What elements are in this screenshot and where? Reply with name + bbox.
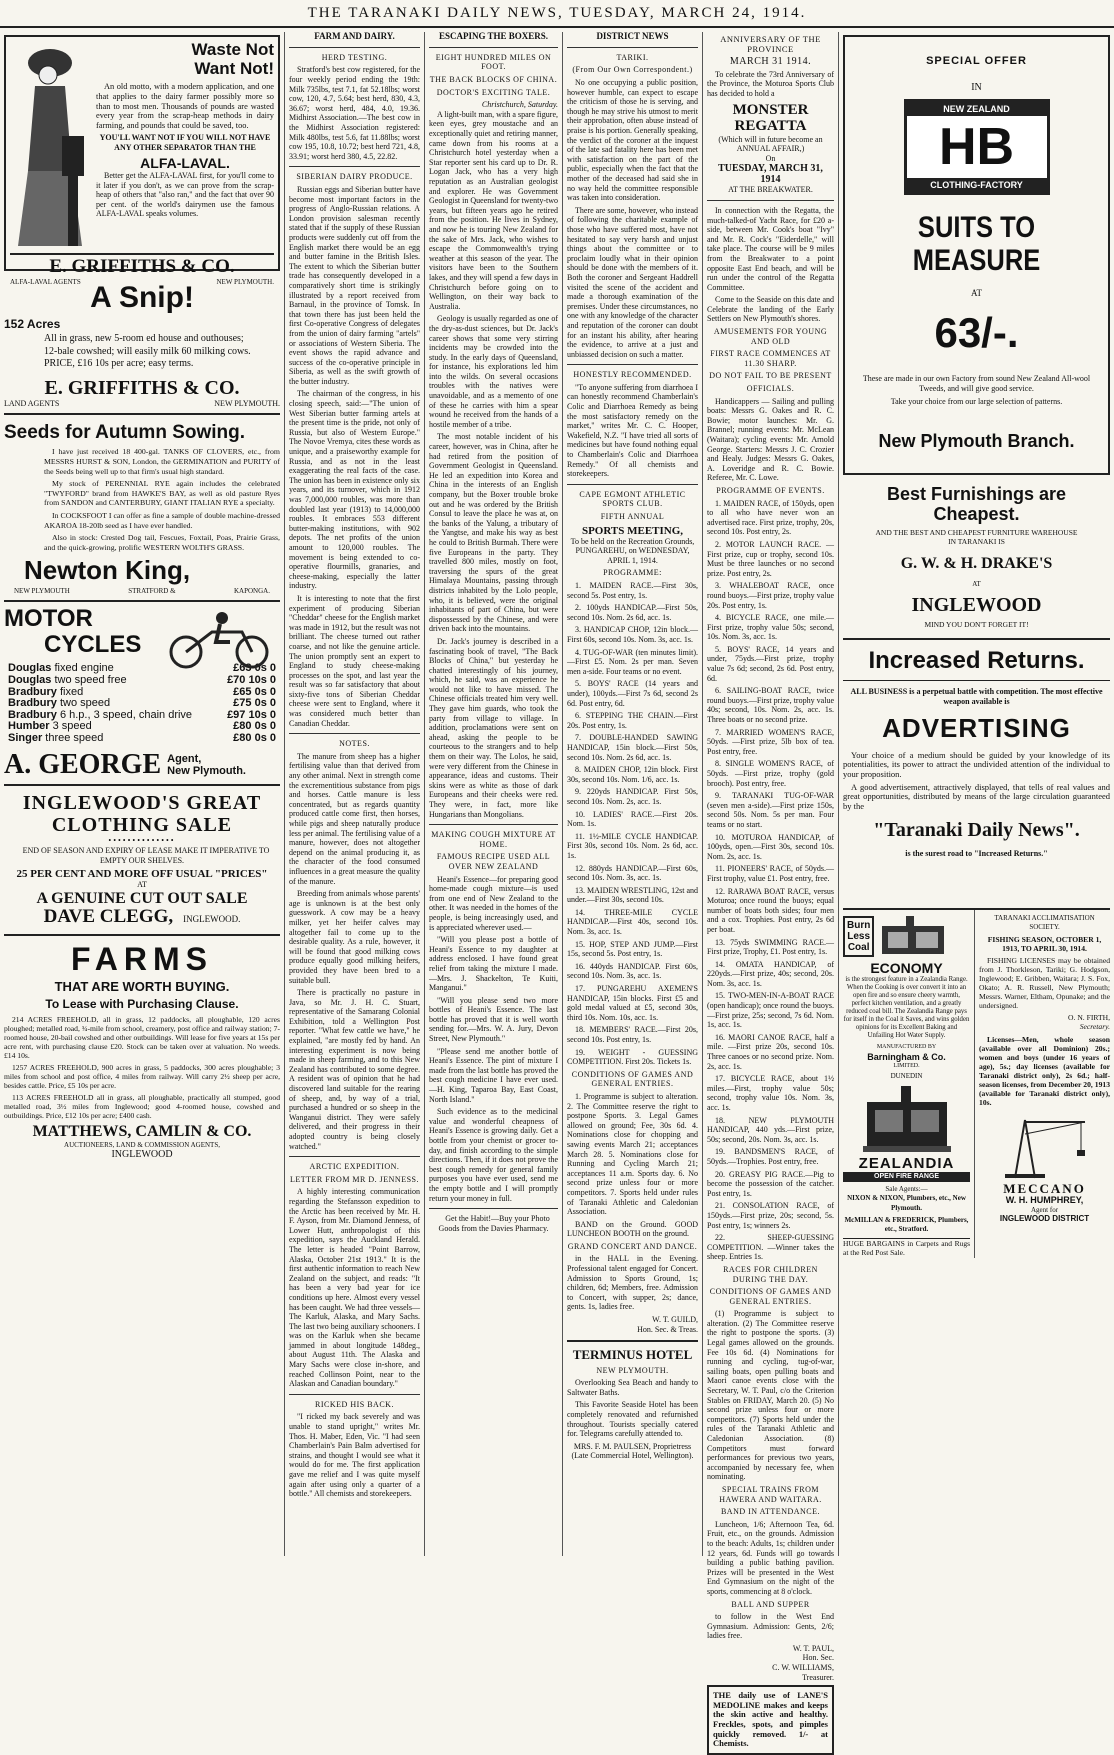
newton-town-3: KAPONGA. [234,586,270,595]
list-item: 14. OMATA HANDICAP, of 220yds.—First prize, 40s; second, 20s. Nom. 3s, acc. 1s. [707,959,834,988]
cycle-price: £80 0s 0 [233,731,276,744]
clothing-at: AT [137,880,147,890]
farms-ad [4,936,280,1165]
regatta-come-text: Come to the Seaside on this date and Celebrate the landing of the Early Settlers on New Plymouth's shores. [707,295,834,324]
list-item: 3. HANDICAP CHOP, 12in block.—First 60s, second 10s. Nom. 3s, acc. 1s. [567,625,698,645]
list-item: 22. SHEEP-GUESSING COMPETITION. —Winner takes the sheep. Entries 1s. [707,1233,834,1262]
band-text: BAND on the Ground. GOOD LUNCHEON BOOTH on the ground. [567,1219,698,1239]
barningham-firm: Barningham & Co. [867,1051,946,1062]
williams-role: Treasurer. [802,1672,834,1682]
cycle-price: £75 0s 0 [233,697,276,710]
sale-agent-2: McMILLAN & FREDERICK, Plumbers, etc., Stratford. [844,1215,969,1234]
farms-p2: 1257 ACRES FREEHOLD, 900 acres in grass, 5 paddocks, 300 acres ploughable; 3 miles from school and post office, 4 miles from railway. Will carry 2½ sheep per acre, besides cattle. Price, £5 10s per acre. [4,1062,280,1090]
siberian-text-1: Russian eggs and Siberian butter have become most important factors in the progress of Anglo-Russian relations. A London provision salesman recently stated that if the supply of these Russian products were suddenly cut off from the English market there would be an egg and butter famine in the British Isles. The extent to which the Siberian butter trade has consequently developed in a comparatively short time is strikingly illustrated by a report received from Barnaul, in the province of Tomsk. In that town there has just been held the first Co-operative Congress of delegates from the union of dairy farming "artels" or associations of Western Siberia. The event shows the rapid advance and success of the co-operative principle in Siberia, as well as the swift growth of the butter industry. [289,185,420,386]
list-item: 17. BICYCLE RACE, about 1½ miles.—First, trophy value 50s; second, trophy value 10s. Nom. 3s, acc. 1s. [707,1074,834,1112]
clothing-h1: INGLEWOOD'S GREAT [22,792,262,815]
list-item: 20. GREASY PIG RACE.—Pig to become the possession of the catcher. Post entry, 1s. [707,1169,834,1198]
list-item: 12. 880yds HANDICAP.—First 60s, second 10s. Nom. 3s, acc. 1s. [567,863,698,883]
regatta-events [707,499,834,1262]
column-6 [839,32,1114,1556]
list-item: 3. WHALEBOAT RACE, once round buoys.—First prize, trophy value 20s. Post entry, 1s. [707,581,834,610]
drake-at: AT [972,580,981,589]
seeds-p1: I have just received 18 400-gal. TANKS OF CLOVERS, etc., from MESSRS HURST & SON, London, the GERMINATION and PURITY of the Seeds being well up to that firm's usual high standard. [44,447,280,476]
boxers-heading: ESCAPING THE BOXERS. [438,31,549,41]
burn-word: Burn [847,919,871,931]
barningham-limited: LIMITED. [893,1063,920,1070]
firth-role: Secretary. [1079,1021,1110,1031]
regatta-on: On [765,153,776,163]
boxers-text-4: Dr. Jack's journey is described in a fascinating book of travel, "The Back Blocks of China," but yesterday he chatted interestingly of his journey, which, he said, was an experience he would not like to have missed. The Chinese officials treated him very well. They gave him guards, who took the party from village to village. In addition, proclamations were sent on ahead, asking the people to be courteous to the strangers and to help them on their way. The Lolos, he said, were very different from the Chinese in appearance, ideas and customs. Their skins were as white as those of dark Europeans and their cheeks were red. They were, in fact, more like Hungarians than Mongolians. [429,636,558,819]
column-2 [285,32,425,1556]
amusements-line: AMUSEMENTS FOR YOUNG AND OLD [713,327,828,346]
list-item: 10. LADIES' RACE.—First 20s. Nom. 1s. [567,809,698,829]
cycle-desc: two speed [56,697,111,710]
clothing-dots: •••••••••••••• [108,836,176,846]
alfa-headline-1: Waste Not [191,40,274,59]
george-town: New Plymouth. [167,764,246,777]
list-item: 1. MAIDEN RACE, of 150yds, open to all who have never won an advertised race. First prize, trophy, 20s, second 10s. Post entry, 2s. [707,498,834,537]
seeds-ad [4,423,280,602]
cycle-name: Douglas [8,662,52,675]
herd-testing-heading: HERD TESTING. [321,52,388,62]
fishing-season: FISHING SEASON, OCTOBER 1, 1913, TO APRIL 30, 1914. [987,934,1102,953]
boxers-dateline: Christchurch, Saturday. [481,100,558,110]
alfa-town: NEW PLYMOUTH. [216,277,274,286]
list-item: 4. BICYCLE RACE, one mile.—First prize, trophy value 50s; second, 10s. Nom. 3s, acc. 1s. [707,613,834,642]
lanes-medoline-text: THE daily use of LANE'S MEDOLINE makes and keeps the skin active and healthy. Freckles, spots, and pimples quickly removed. 1/- at Chemists. [713,1690,828,1749]
cycle-name: Bradbury [8,697,57,710]
snip-line-3: PRICE, £16 10s per acre; easy terms. [44,358,194,370]
regatta-day: TUESDAY, MARCH 31, 1914 [718,163,823,186]
anniversary-date: MARCH 31 1914. [729,56,812,68]
snip-line-1: All in grass, new 5-room ed house and outhouses; [44,333,244,345]
table-row [6,676,278,686]
paul-role: Hon. Sec. [802,1653,834,1663]
drake-inglewood: INGLEWOOD [911,593,1042,616]
boxers-text-3: The most notable incident of his career, however, was in China, after he had retired from the position of Government Geologist in Queensland. He led an expedition into Korea and China in the interests of an English company, but the Boxer trouble broke out and he was ordered by the British Consul to leave the place he was at, on the banks of the Yalung, a tributary of the Yangtse, and make his way as best he could to British Burmah. There were five Europeans in the party. They travelled 800 miles, mostly on foot, traversing the spurs of the great Himalaya Mountains, passing through districts inhabited by the Lolo people, who, it is believed, were the original inhabitants of part of China, but were dispossessed by the Chinese, and were driven back into the mountains. [429,432,558,634]
list-item: 7. DOUBLE-HANDED SAWING HANDICAP, 15in block.—First 50s, second 10s. Nom. 2s 6d, acc. 1s. [567,733,698,762]
cape-egmont-heading: CAPE EGMONT ATHLETIC SPORTS CLUB. [579,489,686,509]
seeds-p3: In COCKSFOOT I can offer as fine a sample of double machine-dressed AKAROA 18-20lb seed as I have ever handled. [44,511,280,530]
farms-title: FARMS [71,941,213,978]
cycle-desc: fixed engine [51,662,114,675]
special-in: IN [971,82,982,94]
farms-p1: 214 ACRES FREEHOLD, all in grass, 12 paddocks, all ploughable, 120 acres ploughed; metalled road, ¾-mile from school, creamery, post office and railway station; 7-roomed house, 20-bail cowshed and other outbuildings. Will lease for five years at 15s per acre rent, with purchasing clause £20. Stock can be taken over at valuation. No weeds. £14 10s. [4,1014,280,1060]
list-item: 2. MOTOR LAUNCH RACE. — First prize, cup or trophy, second 10s. Must be three launches or no second prize. Post entry, 2s. [707,539,834,578]
motor-title-2: CYCLES [44,630,142,658]
tariki-heading: TARIKI. [616,52,649,62]
siberian-text-3: It is interesting to note that the first experiment of producing Siberian "Cheddar" cheese for the English market was made in 1912, but the result was not brilliant. The cheese turned out rather coarse, and not like the genuine article. The union promptly sent an expert to England to study cheese-making processes on the spot, and last year the result was so far satisfactory that about sixty-five tons of Siberian Cheddar cheese were sent to England, where it was considered much better than Canadian Cheddar. [289,593,420,728]
table-row [6,688,278,698]
list-item: 19. WEIGHT - GUESSING COMPETITION. First 20s. Tickets 1s. [567,1047,698,1067]
dave-clegg-firm: DAVE CLEGG, [43,906,174,928]
list-item: 10. MOTUROA HANDICAP, of 100yds, open.—First 30s, second 10s. Nom. 2s, acc. 1s. [707,832,834,861]
list-item: 12. RARAWA BOAT RACE, versus Moturoa; once round the buoys; equal number of boats both sides; four men and a cox. Trophies. Post entry, 2s 6d per boat. [707,886,834,934]
cough-subheading: FAMOUS RECIPE USED ALL OVER NEW ZEALAND [436,852,551,871]
cough-text-4: "Please send me another bottle of Heani's Essence. The pint of mixture I made from the last bottle has proved the best cough medicine I have ever used.—H. King, Taparoa Bay, East Coast, North Island." [429,1046,558,1104]
griffiths-firm-1: E. GRIFFITHS & CO. [49,256,235,277]
district-news-heading: DISTRICT NEWS [596,31,669,41]
snip-ad [4,281,280,415]
increased-text-1: ALL BUSINESS is a perpetual battle with competition. The most effective weapon available is [850,686,1103,706]
list-item: 15. TWO-MEN-IN-A-BOAT RACE (open handicap); once round the buoys.—First prize, 25s; second, 7s 6d. Nom. 1s, acc. 1s. [707,991,834,1030]
seeds-p4: Also in stock: Crested Dog tail, Fescues, Foxtail, Poas, Prairie Grass, and the quick-growing, prolific WESTERN WOLTH'S GRASS. [44,533,280,552]
first-race-line: FIRST RACE COMMENCES AT 11.30 SHARP. [710,349,831,368]
motor-cycles-ad [4,602,280,787]
cycle-name: Humber [8,720,50,733]
list-item: 11. 1½-MILE CYCLE HANDICAP. First 30s, second 10s. Nom. 2s 6d, acc. 1s. [567,831,698,860]
seeds-title: Seeds for Autumn Sowing. [4,421,246,443]
coal-word: Coal [847,941,870,953]
list-item: 21. CONSOLATION RACE, of 150yds.—First prize, 20s; second, 5s. Post entry, 1s; winners 2s. [707,1201,834,1230]
list-item: 16. 440yds HANDICAP. First 60s, second 10s. Nom. 3s, acc. 1s. [567,961,698,981]
band-attendance: BAND IN ATTENDANCE. [720,1507,821,1517]
furnishings-sub-2: IN TARANAKI IS [948,537,1005,547]
cycle-desc: three speed [42,731,104,744]
notes-text-2: Breeding from animals whose parents' age is unknown is at the best only guesswork. A cow may be a heavy milker, yet her heifer calves may altogether fail to come up to the desirable quality. As a rule, however, it will be found that good milking cows produce equally good milking heifers, provided they have been bred to a suitable bull. [289,889,420,985]
terminus-town: NEW PLYMOUTH. [596,1365,669,1375]
notes-text-1: The manure from sheep has a higher fertilising value than that derived from any other animal. Next in strength come the excrementitious substance from pigs and horses. Cattle manure is less concentrated, but as regards quantity produced cattle come first, then horses, while pigs and sheep naturally produce less per animal. The fertilising value of a manure, however, does not altogether depend on the animal producing it, as the character of the food consumed influences in a great measure the quality of the manure. [289,751,420,886]
cycle-price: £80 0s 0 [233,720,276,733]
snip-town: NEW PLYMOUTH. [214,398,280,408]
anniversary-heading: ANNIVERSARY OF THE PROVINCE [720,34,821,54]
column-3 [425,32,563,1556]
snip-agents: LAND AGENTS [4,398,60,408]
cycle-name: Bradbury [8,685,57,698]
humphrey-district: INGLEWOOD DISTRICT [999,1213,1090,1223]
honestly-heading: HONESTLY RECOMMENDED. [573,370,692,380]
increased-returns-title: Increased Returns. [868,646,1085,674]
table-row [6,711,278,721]
huge-bargains: HUGE BARGAINS in Carpets and Rugs at the Red Post Sale. [843,1238,971,1258]
list-item: 17. PUNGAREHU AXEMEN'S HANDICAP, 15in blocks. First £5 and gold medal valued at £5, second 30s, third 10s. Nom. 10s, acc. 1s. [567,984,698,1022]
meccano-title: MECCANO [1003,1180,1086,1196]
increased-text-3: A good advertisement, attractively displayed, that tells of real values and great opportunities, distributed by means of the large circulation guaranteed by the [843,781,1110,811]
column-1 [0,32,285,1556]
increased-returns-ad [843,640,1110,910]
alfa-brand: ALFA-LAVAL. [140,154,230,171]
range-stove-icon [878,916,948,956]
increased-text-4: is the surest road to "Increased Returns." [905,849,1048,859]
arctic-subheading: LETTER FROM MR D. JENNESS. [289,1174,419,1184]
cycle-name: Bradbury [8,708,57,721]
arctic-text: A highly interesting communication regarding the Stefansson expedition to the Arctic has been received by Mr. H. F. Ayson, from Mr. Diamond Jenness, of Lower Hutt, anthropologist of this expedition, says the Auckland Herald. The letter is headed "Point Barrow, Alaska, October 21st 1913." It is the first authentic information to reach New Zealand on the subject, and reads: "It has been a very bad year for ice conditions up here. Almost every vessel has been caught. We had three vessels—The Karluk, Alaska, and Mary Sachs. The last two being auxiliary schooners. I was on the Karluk when she became jammed in about longitude 148deg., about August 11th. The Alaska and Mary Sachs were close in-shore, and reached Collinson Point, near to the Alaskan and Canadian boundary." [289,1187,420,1389]
cycle-price: £70 10s 0 [227,673,276,686]
table-row [6,722,278,732]
boxers-text-2: Geology is usually regarded as one of the dry-as-dust sciences, but Dr. Jack's career shows that some very stirring incidents may be crowded into the study. In the early days of Queensland, for instance, his explorations led him into the wilds. On several occasions troubles with the natives were unavoidable, and as a memento of one of these he carries with him a spear wound he received from the hands of a hostile member of a tribe. [429,314,558,429]
regatta-title: REGATTA [734,118,807,135]
newspaper-page [0,28,1114,1749]
boxers-sub-2: THE BACK BLOCKS OF CHINA. [429,75,558,85]
officials-text: Handicappers — Sailing and pulling boats: Messrs G. Oakes and R. C. Bowie; motor launches: Mr. G. Brannel; running events: Mr. McLean (Waitara); cycling events: Mr. Arnold George. Starters: Messrs J. C. Crozier and Healy. Judges: Messrs G. Oakes, A. Loveridge and R. C. Bowie. Referee, Mr. C. Lowe. [707,396,834,483]
drake-firm: G. W. & H. DRAKE'S [900,554,1053,572]
farm-dairy-heading: FARM AND DAIRY. [314,31,395,41]
list-item: 18. MEMBERS' RACE.—First 20s, second 10s. Post entry, 1s. [567,1025,698,1045]
boxers-text-1: A light-built man, with a spare figure, keen eyes, grey moustache and an exceptionally quiet and retiring manner, came down from his rooms at a Christchurch hotel yesterday when a Star reporter sent his card up to Dr. R. Logan Jack, who has a very high reputation as an Australian geologist and explorer. He was Government Geologist in Queensland for twenty-two years, but fifteen years ago he retired from the position. He lives in Sydney, and now he is touring New Zealand for the sake of Mrs. Jack, who wishes to escape the Commonwealth's trying weather at this season of the year. The visitors have been to the Southern lakes, and they will spend a few days in Christchurch before going on to Wellington, on their way back to Australia. [429,109,558,311]
cycle-price: £65 0s 0 [233,685,276,698]
alfa-laval-ad [4,35,280,286]
ball-text: to follow in the West End Gymnasium. Admission: Gents, 2/6; ladies free. [707,1612,834,1641]
ricked-text: "I ricked my back severely and was unable to stand upright," writes Mr. Thos. H. Maber, Eden, Vic. "I had seen Chamberlain's Pain Balm advertised for strains, and thought I would see what it would do for me. The first application gave me relief and I was quite myself again after using only a quarter of a bottle." All chemists and storekeepers. [289,1412,420,1499]
concert-text: in the HALL in the Evening. Professional talent engaged for Concert. Admission to Sports Ground, 1s; children, 6d; Members, free. Admission to Concert, with supper, 2s; dance, gents. 1s, ladies free. [567,1254,698,1312]
sports-meeting-title: SPORTS MEETING, [581,524,684,537]
list-item: 6. SAILING-BOAT RACE, twice round buoys.—First prize, trophy value 40s; second, 10s. Nom. 2s, acc. 1s. Three boats or no second prize. [707,686,834,725]
burn-less-coal-badge [843,916,874,957]
list-item: 18. NEW PLYMOUTH HANDICAP, 440 yds.—First prize, 50s; second, 20s. Nom. 3s, acc. 1s. [707,1115,834,1144]
zealandia-range-illustration [857,1084,957,1154]
economy-title: ECONOMY [870,959,943,976]
list-item: 5. BOYS' RACE (14 years and under), 100yds.—First 7s 6d, second 2s 6d. Post entry, 6d. [567,679,698,708]
ricked-heading: RICKED HIS BACK. [315,1399,394,1409]
cape-egmont-events [567,581,698,1067]
list-item: 5. BOYS' RACE, 14 years and under, 75yds.—First prize, trophy value 7s 6d; second, 2s 6d. Post entry, 6d. [707,644,834,683]
george-agent: Agent, [167,752,202,765]
cycle-price: £63 0s 0 [233,662,276,675]
column-5 [703,32,839,1749]
griffiths-firm-2: E. GRIFFITHS & CO. [44,376,240,399]
cycle-name: Singer [8,731,43,744]
correspondent-line: (From Our Own Correspondent.) [572,65,693,75]
snip-acres: 152 Acres [4,317,61,331]
list-item: 8. SINGLE WOMEN'S RACE, of 50yds. —First prize, trophy (gold brooch). Post entry, free. [707,759,834,788]
hb-letters: HB [938,117,1015,176]
hb-logo [904,99,1050,195]
zealandia-title: ZEALANDIA [858,1154,955,1172]
cycle-name: Douglas [8,673,52,686]
furnishings-title: Best Furnishings are Cheapest. [886,484,1067,524]
column-4 [563,32,703,1556]
barningham-dunedin: DUNEDIN [890,1072,923,1081]
firth-name: O. N. FIRTH, [1068,1012,1110,1022]
new-plymouth-branch: New Plymouth Branch. [878,431,1075,452]
conditions-heading: CONDITIONS OF GAMES AND GENERAL ENTRIES. [571,1069,694,1089]
woman-separator-illustration [10,41,90,251]
regatta-conditions-heading: CONDITIONS OF GAMES AND GENERAL ENTRIES. [709,1287,832,1306]
acclimatisation-meccano-block [975,910,1110,1258]
concert-heading: GRAND CONCERT AND DANCE. [567,1241,698,1251]
farms-p3: 113 ACRES FREEHOLD all in grass, all ploughable, practically all stumped, good metalled road, 3½ miles from Inglewood; good 4-roomed house, cowshed and outbuildings. Price, £12 10s per acre; £400 cash. [4,1092,280,1120]
manufactured-by: MANUFACTURED BY [876,1043,937,1050]
humphrey-firm: W. H. HUMPHREY, [1005,1194,1084,1205]
newton-town-2: STRATFORD & [128,586,176,595]
list-item: 4. TUG-OF-WAR (ten minutes limit).—First £5. Nom. 2s per man. Seven men a-side. Four teams or no event. [567,647,698,676]
siberian-text-2: The chairman of the congress, in his closing speech, said:—"The union of West Siberian butter farming artels at the present time is the pride, not only of Russia, but also of Western Europe." The Novoe Vremya, cites these words as unique, and a praiseworthy example for Russia, and as not in the least exaggerating the real facts of the case. The union has been in existence only six years, and its turnover, which in 1912 was 7,000,000 roubles, was more than doubled last year (1913) to 14,000,000 roubles. It embraces 553 different butter-making institutions, with 902 depots. The net profits of the union amount to 120,000 roubles. The movement is being extended to co-operative flourmills, granaries, and cheese-making, especially the latter industry. [289,389,420,591]
george-firm: A. GEORGE [4,748,162,780]
alfa-cta: YOU'LL WANT NOT IF YOU WILL NOT HAVE ANY OTHER SEPARATOR THAN THE [99,133,271,152]
list-item: 13. MAIDEN WRESTLING, 12st and under.—First 30s, second 10s. [567,885,698,905]
notes-text-3: There is practically no pasture in Java, so Mr. J. H. C. Stuart, representative of the Samarang Colonial Exhibition, told a Wellington Post reporter. "What few cattle we have," he explained, "are mostly fed by hand. An interesting experiment is now being made in sheep farming, and to this New Zealand has contributed to some degree. A resident was of opinion that he had discovered land suitable for the rearing of sheep, and, by way of a trial, purchased a hundred or so sheep in the Wanganui district. They were safely delivered, and their progress in their adopted country is being closely watched." [289,988,420,1151]
drake-forget: MIND YOU DON'T FORGET IT! [924,619,1029,629]
do-not-fail-line: DO NOT FAIL TO BE PRESENT [709,371,832,381]
arctic-heading: ARCTIC EXPEDITION. [309,1162,400,1172]
snip-line-2: 12-bale cowshed; will easily milk 60 milking cows. [44,345,251,357]
matthews-agents: AUCTIONEERS, LAND & COMMISSION AGENTS, [64,1140,220,1149]
clothing-sale-ad [4,786,280,936]
anniversary-intro: To celebrate the 73rd Anniversary of the Province, the Moturoa Sports Club has decided to hold a [707,69,834,98]
furnishings-sub: AND THE BEST AND CHEAPEST FURNITURE WAREHOUSE [875,527,1078,537]
advertising-title: ADVERTISING [882,713,1071,744]
list-item: 15. HOP, STEP AND JUMP.—First 15s, second 5s. Post entry, 1s. [567,939,698,959]
list-item: 2. 100yds HANDICAP.—First 50s, second 10s. Nom. 2s 6d, acc. 1s. [567,603,698,622]
hb-text-1: These are made in our own Factory from sound New Zealand All-wool Tweeds, and will give good service. [862,374,1091,394]
suits-to-measure: SUITS TO MEASURE [912,210,1041,277]
regatta-annual: (Which will in future become an ANNUAL AFFAIR,) [718,134,823,154]
regatta-at: AT THE BREAKWATER. [728,185,813,195]
honestly-text: "To anyone suffering from diarrhoea I can honestly recommend Chamberlain's Colic and Diarrhoea Remedy as being the most satisfactory remedy on the market," writes Mr. C. C. Hooper, Wakefield, N.Z. "I have tried all sorts of medicines but have found nothing equal to Chamberlain's Colic and Diarrhoea Remedy." Of all chemists and storekeepers. [567,382,698,479]
list-item: 11. PIONEERS' RACE, of 50yds.—First trophy, value £1. Post entry, free. [707,864,834,883]
alfa-agents: ALFA-LAVAL AGENTS [10,277,81,286]
siberian-heading: SIBERIAN DAIRY PRODUCE. [296,172,413,182]
tariki-text-1: No one occupying a public position, however humble, can expect to escape the criticism of those he is serving, and though he may strive his utmost to merit their approbation, often abuse instead of praise is his portion. Generally speaking, the verdict of the coroner at the inquest of the late sad fatality here has been met with satisfaction on the part of the public, especially when the fact that the mother of the deceased had said she in no way held the committee responsible was taken into consideration. [567,78,698,203]
list-item: 9. TARANAKI TUG-OF-WAR (seven men a-side).—First prize 150s, second 50s. Nom. 5s per man. Four teams or no start. [707,791,834,829]
monster-title: MONSTER [732,101,809,118]
open-fire-range-banner: OPEN FIRE RANGE [843,1172,970,1182]
children-races: RACES FOR CHILDREN DURING THE DAY. [723,1264,818,1284]
newton-king-firm: Newton King, [24,555,191,586]
davies-pharmacy-footer: Get the Habit!—Buy your Photo Goods from the Davies Pharmacy. [438,1214,550,1233]
clothing-h2: CLOTHING SALE [51,814,233,837]
licenses-fees-text: Licenses—Men, whole season (available over all Dominion) 20s.; women and boys (under 16 years of age), 5s.; day licenses (available for Taranaki district only), 2s 6d.; half-season licenses, from December 20, 1913 (available for Taranaki district only), 10s. [979,1034,1110,1107]
suits-price: 63/-. [934,309,1019,357]
clegg-town: INGLEWOOD. [183,914,241,925]
herd-testing-text: Stratford's best cow registered, for the four weekly period ending the 19th: Milk 735lbs, test 7.1, fat 52.18lbs; worst cow, 120, 4.7, 5.64; best herd, 830, 4.3, 36.67; worst herd, 484, 4.0, 19.36. Midhirst Association.—The best cow in the Midhirst Association registered: Milk 480lbs, test 5.6, fat 11.88lbs; worst cow 195, 10.8, 10.72; best herd 721, 4.8, 33.91; worst herd 380, 4.5, 22.82. [289,65,420,161]
list-item: 6. STEPPING THE CHAIN.—First 20s. Post entry, 1s. [567,711,698,730]
regatta-yacht-text: In connection with the Regatta, the much-talked-of Yacht Race, for £20 a-side, between Mr. Cook's boat "Ivy" and Mr. R. Cock's "Eiderdelle," will take place. The course will be 9 miles from the Breakwater to a point opposite East End beach, and will be run under the control of the Regatta Committee. [707,205,834,292]
luncheon-text: Luncheon, 1/6; Afternoon Tea, 6d. Fruit, etc., on the grounds. Admission to the beach: Adults, 1s; children under 12 years, 6d. Funds will go towards building a public bathing pavilion. Prizes will be presented in the West End Gymnasium on the night of the sports, commencing at 8 o'clock. [707,1519,834,1596]
officials-heading: OFFICIALS. [746,384,795,394]
humphrey-agent-for: Agent for [1031,1205,1059,1214]
tariki-text-2: There are some, however, who instead of following the charitable example of those who have suffered most, have not hesitated to say very harsh and unjust things about the committee or to proclaim loudly what in their opinion should be done with the members of it. Both the coroner and Sergeant Haddrell visited the scene of the accident and made a thorough examination of the premises. Under these circumstances, no one with any knowledge of the character and reputation of the coroner can doubt for an instant his ability, after hearing the evidence, to arrive at a just and unbiassed decision on such a matter. [567,205,698,359]
masthead-title: THE TARANAKI DAILY NEWS, TUESDAY, MARCH 24, 1914. [307,5,807,21]
fifth-annual: FIFTH ANNUAL [600,512,665,522]
terminus-hotel-title: TERMINUS HOTEL [572,1347,693,1363]
taranaki-daily-news-title: "Taranaki Daily News". [873,819,1080,842]
paul-name: W. T. PAUL, [792,1643,834,1653]
masthead [0,0,1114,28]
acclimatisation-heading: TARANAKI ACCLIMATISATION SOCIETY. [994,913,1095,931]
regatta-programme-heading: PROGRAMME OF EVENTS. [716,485,825,495]
table-row [6,734,278,744]
list-item: 1. MAIDEN RACE.—First 30s, second 5s. Post entry, 1s. [567,581,698,600]
zealandia-text: is the strongest feature in a Zealandia Range. When the Cooking is over convert it into an open fire and so ensure cheery warmth, perfect kitchen ventilation, and a greatly reduced coal bill. The Zealandia Range pays for itself in the Coal it Saves, and wins golden opinions for its Excellent Baking and Unfailing Hot Water Supply. [843,975,970,1039]
list-item: 7. MARRIED WOMEN'S RACE, 50yds. —First prize, 5lb box of tea. Post entry, free. [707,727,834,756]
guild-role: Hon. Sec. & Treas. [637,1324,698,1334]
hb-text-2: Take your choice from our large selection of patterns. [890,396,1063,406]
matthews-town: INGLEWOOD [111,1149,173,1161]
boxers-sub-3: DOCTOR'S EXCITING TALE. [436,87,551,97]
cough-text-3: "Will you please send two more bottles of Heani's Essence. The last bottle has proved that it is well worth sending for.—Mrs. W. A. Jury, Devon Street, New Plymouth." [429,995,558,1044]
guild-name: W. T. GUILD, [652,1315,698,1325]
cycle-desc: 3 speed [49,720,92,733]
cycle-desc: 6 h.p., 3 speed, chain drive [56,708,193,721]
terminus-text-1: Overlooking Sea Beach and handy to Saltwater Baths. [567,1378,698,1397]
fishing-licenses-text: FISHING LICENSES may be obtained from J. Thorkleson, Tariki; G. Hodgson, Inglewood; E. Gribben, Waitara; J. S. Fox, Okato; A. R. Russell, New Plymouth; Messrs. Warner, Eltham, Opunake; and the undersigned. [979,955,1110,1010]
special-offer: SPECIAL OFFER [926,55,1027,67]
suits-at: AT [971,287,982,298]
cycle-desc: two speed free [51,673,127,686]
meccano-crane-illustration [995,1110,1095,1180]
lanes-medoline-ad [707,1685,834,1755]
cough-heading: MAKING COUGH MIXTURE AT HOME. [431,830,556,849]
motor-price-table [4,662,280,745]
list-item: 16. MAORI CANOE RACE, half a mile. —First prize 20s, second 10s. Three canoes or no second prize. Nom. 2s, acc. 1s. [707,1032,834,1071]
table-row [6,699,278,709]
alfa-body-2: Better get the ALFA-LAVAL first, for you'll come to it later if you don't, as we can prove from the scrap-heap of others that "also ran," and the fact that over 90 per cent. of the world's dairymen use the famous ALFA-LAVAL speaks volumes. [96,170,274,219]
ball-heading: BALL AND SUPPER [731,1599,810,1609]
cough-text-5: Such evidence as to the medicinal value and wonderful cheapness of Heani's Essence is growing daily. Get a bottle from your chemist or grocer to-day, and finish according to the simple directions. Then, if it does not prove the best cough remedy for general family purposes you have ever used, send me the empty bottle and I will promptly return your money in full. [429,1107,558,1203]
seeds-p2: My stock of PERENNIAL RYE again includes the celebrated "TWYFORD" brand from HAWKE'S BAY, as well as old pasture Ryes from SANDON and CANTERBURY, GIANT ITALIAN RYE a specialty. [44,479,280,508]
list-item: 9. 220yds HANDICAP. First 50s, second 10s. Nom. 2s, acc. 1s. [567,787,698,806]
clothing-p2: 25 PER CENT AND MORE OFF USUAL "PRICES" [16,868,268,881]
newton-town-1: NEW PLYMOUTH [14,586,70,595]
list-item: 19. BANDSMEN'S RACE, of 50yds.—Trophies. Post entry, free. [707,1147,834,1166]
cycle-price: £97 10s 0 [227,708,276,721]
sale-agent-1: NIXON & NIXON, Plumbers, etc., New Plymouth. [847,1194,966,1212]
programme-heading: PROGRAMME: [603,568,662,578]
clothing-p1: END OF SEASON AND EXPIRY OF LEASE MAKE IT IMPERATIVE TO EMPTY OUR SHELVES. [22,845,270,865]
terminus-text-2: This Favorite Seaside Hotel has been completely renovated and refurnished throughout. Tourists specially catered for. Telegrams carefully attended to. [567,1400,698,1439]
alfa-headline-2: Want Not! [194,58,274,78]
drake-furnishings-ad [843,481,1110,640]
hb-special-offer-ad [843,35,1110,475]
snip-title: A Snip! [90,281,194,314]
sports-venue: To be held on the Recreation Grounds, PUNGAREHU, on WEDNESDAY, APRIL 1, 1914. [570,536,695,565]
farms-sub2: To Lease with Purchasing Clause. [45,996,239,1011]
list-item: 14. THREE-MILE CYCLE HANDICAP.—First 40s, second 10s. Nom. 3s, acc. 1s. [567,907,698,937]
sale-agents-label: Sale Agents:— [885,1184,928,1193]
list-item: 8. MAIDEN CHOP, 12in block. First 30s, second 10s. Nom. 1/6, acc. 1s. [567,765,698,784]
increased-text-2: Your choice of a medium should be guided by your knowledge of its potentialities, its power to attract the undivided attention of the individual to your proposition. [843,749,1110,779]
regatta-conditions-text: (1) Programme is subject to alteration. (2) The Committee reserve the right to postpone the sports. (3) Legal games allowed on the grounds. Fee 10s 6d. (4) Nominations for running and cycling, tug-of-war, sailing boats, open pulling boats and Maori canoe events close with the Secretary, W. T. Paul, c/o the Criterion Stables on FRIDAY, March 20. (5) No second prize unless four or more competitors. (7) Sports held under the rules of the Taranaki Athletic and Caledonian Association. (8) Competitors must forward performances for previous two years, accompanied by necessary fee, when nominating. [707,1309,834,1482]
matthews-firm: MATTHEWS, CAMLIN & CO. [32,1122,252,1140]
hb-top: NEW ZEALAND [907,102,1047,116]
cough-text-2: "Will you please post a bottle of Heani's Essence to my daughter at address enclosed. I have found great relief from taking the mixture I made. —Mrs. J. Shackelton, Te Kuiti, Manganui." [429,935,558,993]
terminus-proprietress: MRS. F. M. PAULSEN, Proprietress (Late Commercial Hotel, Wellington). [571,1441,694,1461]
zealandia-range-ad [843,910,975,1258]
list-item: 13. 75yds SWIMMING RACE.—First prize, Trophy, £1. Post entry, 1s. [707,937,834,957]
alfa-body: An old motto, with a modern application, and one that applies to the dairy farmer possibly more so than to most men. Thousands of pounds are wasted every year from the scrap-heap methods in dairy farming, and pounds that could be saved, too. [96,82,274,130]
farms-sub: THAT ARE WORTH BUYING. [54,979,230,995]
motorcycle-illustration [164,606,274,670]
clothing-p3: A GENUINE CUT OUT SALE [36,889,248,907]
motor-title-1: MOTOR [4,604,93,632]
boxers-sub-1: EIGHT HUNDRED MILES ON FOOT. [435,52,552,72]
notes-heading: NOTES. [339,739,370,749]
less-word: Less [847,930,871,942]
williams-name: C. W. WILLIAMS, [772,1663,834,1673]
cycle-desc: fixed [56,685,84,698]
hb-bottom: CLOTHING-FACTORY [907,178,1047,192]
special-trains: SPECIAL TRAINS FROM HAWERA AND WAITARA. [719,1484,822,1504]
conditions-text: 1. Programme is subject to alteration. 2. The Committee reserve the right to postpone Sports. 3. Legal Games allowed on ground; Fee, 30s 6d. 4. Nominations close for chopping and sawing events March 21; acceptances March 28. 5. Nominations close for Running and Cycling March 21; acceptances 11 a.m. Sports day. 6. No second prize unless four or more competitors. 7. Sports held under rules of Taranaki Athletic and Caledonian Association. [567,1091,698,1217]
cough-text-1: Heani's Essence—for preparing good home-made cough mixture—is used from one end of New Zealand to the other. It was needed in the homes of the people, is being increasingly used, and is appreciated wherever used.— [429,874,558,932]
